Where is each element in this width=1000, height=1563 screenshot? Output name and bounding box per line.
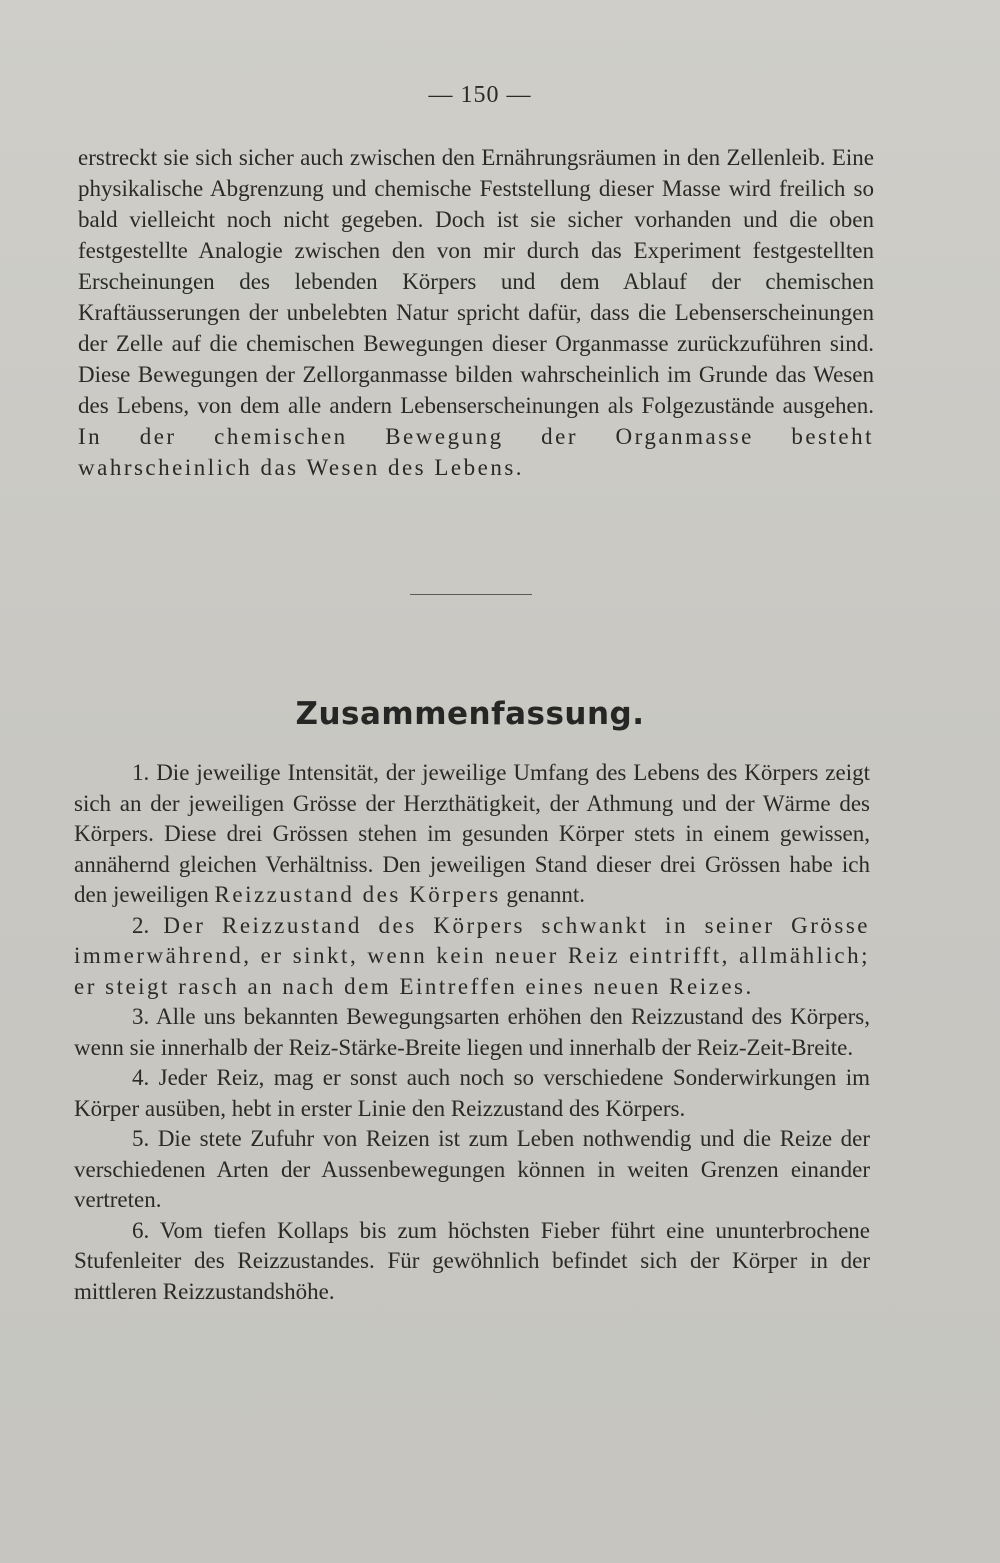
- summary-item-5: [74, 1124, 870, 1216]
- summary-item-text: 5. Die stete Zufuhr von Reizen ist zum Leben nothwendig und die Reize der verschiedenen Arten der Aussenbewegungen können in weiten Grenzen einander vertreten.: [74, 1126, 870, 1212]
- summary-item-emphasis: Reizzustand des Körpers: [214, 882, 501, 907]
- summary-item-text: 2.: [132, 912, 150, 938]
- summary-item-emphasis: Der Reizzustand des Körpers schwankt in seiner Grösse immerwährend, er sinkt, wenn kein neuer Reiz eintrifft, allmählich; er steigt rasch an nach dem Eintreffen eines neuen Reizes.: [74, 912, 871, 999]
- summary-item-text-end: genannt.: [506, 882, 585, 907]
- section-divider: [410, 594, 532, 595]
- summary-item-text: 3. Alle uns bekannten Bewegungsarten erhöhen den Reizzustand des Körpers, wenn sie innerhalb der Reiz-Stärke-Breite liegen und innerhalb der Reiz-Zeit-Breite.: [74, 1004, 870, 1060]
- intro-paragraph: [78, 142, 874, 483]
- summary-item-text: 1. Die jeweilige Intensität, der jeweilige Umfang des Lebens des Körpers zeigt sich an der jeweiligen Grösse der Herzthätigkeit, der Athmung und der Wärme des Körpers. Diese drei Grössen stehen im gesunden Körper stets in einem gewissen, annähernd gleichen Verhältniss. Den jeweiligen Stand dieser drei Grössen habe ich den jeweiligen: [74, 760, 870, 907]
- summary-item-4: [74, 1063, 870, 1124]
- summary-item-1: [74, 758, 870, 911]
- summary-item-text: 4. Jeder Reiz, mag er sonst auch noch so verschiedene Sonderwirkungen im Körper ausüben, hebt in erster Linie den Reizzustand des Körpers.: [74, 1065, 870, 1121]
- summary-item-2: [74, 911, 870, 1003]
- page-number: — 150 —: [428, 82, 532, 108]
- section-heading: Zusammenfassung.: [295, 696, 645, 732]
- intro-text: erstreckt sie sich sicher auch zwischen den Ernährungsräumen in den Zellenleib. Eine physikalische Abgrenzung und chemische Feststellung dieser Masse wird freilich so bald vielleicht noch nicht gegeben. Doch ist sie sicher vorhanden und die oben festgestellte Analogie zwischen den von mir durch das Experiment festgestellten Erscheinungen des lebenden Körpers und dem Ablauf der chemischen Kraftäusserungen der unbelebten Natur spricht dafür, dass die Lebenserscheinungen der Zelle auf die chemischen Bewegungen dieser Organmasse zurückzuführen sind. Diese Bewegungen der Zellorganmasse bilden wahrscheinlich im Grunde das Wesen des Lebens, von dem alle andern Lebenserscheinungen als Folgezustände ausgehen.: [78, 145, 874, 418]
- summary-item-text: 6. Vom tiefen Kollaps bis zum höchsten Fieber führt eine ununterbrochene Stufenleiter des Reizzustandes. Für gewöhnlich befindet sich der Körper in der mittleren Reizzustandshöhe.: [74, 1217, 870, 1304]
- intro-emphasis: In der chemischen Bewegung der Organmasse besteht wahrscheinlich das Wesen des Lebens.: [78, 424, 874, 480]
- intro-paragraph-text: [78, 142, 874, 483]
- summary-item-6: [74, 1216, 870, 1308]
- summary-item-3: [74, 1002, 870, 1063]
- summary-list: [74, 758, 870, 1307]
